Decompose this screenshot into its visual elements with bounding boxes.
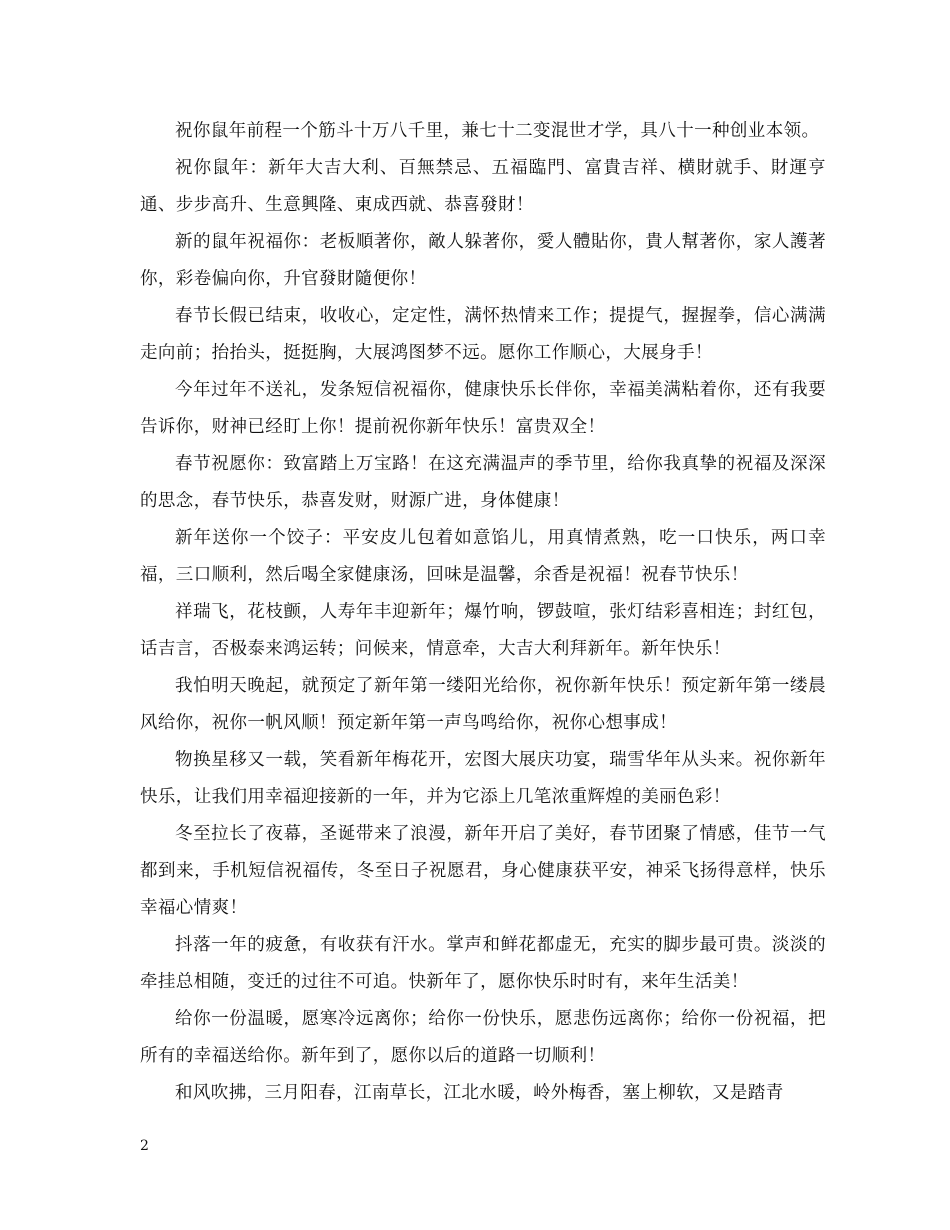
document-body xyxy=(140,113,826,1112)
paragraph: 新年送你一个饺子：平安皮儿包着如意馅儿，用真情煮熟，吃一口快乐，两口幸福，三口顺利，然后喝全家健康汤，回味是温馨，余香是祝福！祝春节快乐！ xyxy=(140,528,826,585)
paragraph: 祝你鼠年前程一个筋斗十万八千里，兼七十二变混世才学，具八十一种创业本领。 xyxy=(175,121,820,141)
paragraph: 我怕明天晚起，就预定了新年第一缕阳光给你，祝你新年快乐！预定新年第一缕晨风给你，祝你一帆风顺！预定新年第一声鸟鸣给你，祝你心想事成！ xyxy=(140,676,826,733)
paragraph: 祝你鼠年：新年大吉大利、百無禁忌、五福臨門、富貴吉祥、横財就手、財運亨通、步步高升、生意興隆、東成西就、恭喜發財！ xyxy=(140,158,826,215)
paragraph: 新的鼠年祝福你：老板順著你，敵人躲著你，愛人體貼你，貴人幫著你，家人護著你，彩卷偏向你，升官發財隨便你！ xyxy=(140,232,826,289)
paragraph: 冬至拉长了夜幕，圣诞带来了浪漫，新年开启了美好，春节团聚了情感，佳节一气都到来，手机短信祝福传，冬至日子祝愿君，身心健康获平安，神采飞扬得意样，快乐幸福心情爽！ xyxy=(140,824,826,918)
paragraph: 祥瑞飞，花枝颤，人寿年丰迎新年；爆竹响，锣鼓喧，张灯结彩喜相连；封红包，话吉言，否极泰来鸿运转；问候来，情意牵，大吉大利拜新年。新年快乐！ xyxy=(140,602,826,659)
paragraph: 春节祝愿你：致富踏上万宝路！在这充满温声的季节里，给你我真挚的祝福及深深的思念，春节快乐，恭喜发财，财源广进，身体健康！ xyxy=(140,454,826,511)
paragraph: 今年过年不送礼，发条短信祝福你，健康快乐长伴你，幸福美满粘着你，还有我要告诉你，财神已经盯上你！提前祝你新年快乐！富贵双全！ xyxy=(140,380,826,437)
paragraph: 和风吹拂，三月阳春，江南草长，江北水暖，岭外梅香，塞上柳软，又是踏青 xyxy=(175,1083,784,1103)
paragraph: 给你一份温暖，愿寒冷远离你；给你一份快乐，愿悲伤远离你；给你一份祝福，把所有的幸福送给你。新年到了，愿你以后的道路一切顺利！ xyxy=(140,1009,826,1066)
paragraph: 春节长假已结束，收收心，定定性，满怀热情来工作；提提气，握握拳，信心满满走向前；抬抬头，挺挺胸，大展鸿图梦不远。愿你工作顺心，大展身手！ xyxy=(140,306,826,363)
paragraph: 抖落一年的疲惫，有收获有汗水。掌声和鲜花都虚无，充实的脚步最可贵。淡淡的牵挂总相随，变迁的过往不可追。快新年了，愿你快乐时时有，来年生活美！ xyxy=(140,935,826,992)
page-number: 2 xyxy=(140,1138,149,1154)
paragraph: 物换星移又一载，笑看新年梅花开，宏图大展庆功宴，瑞雪华年从头来。祝你新年快乐，让我们用幸福迎接新的一年，并为它添上几笔浓重辉煌的美丽色彩！ xyxy=(140,750,826,807)
